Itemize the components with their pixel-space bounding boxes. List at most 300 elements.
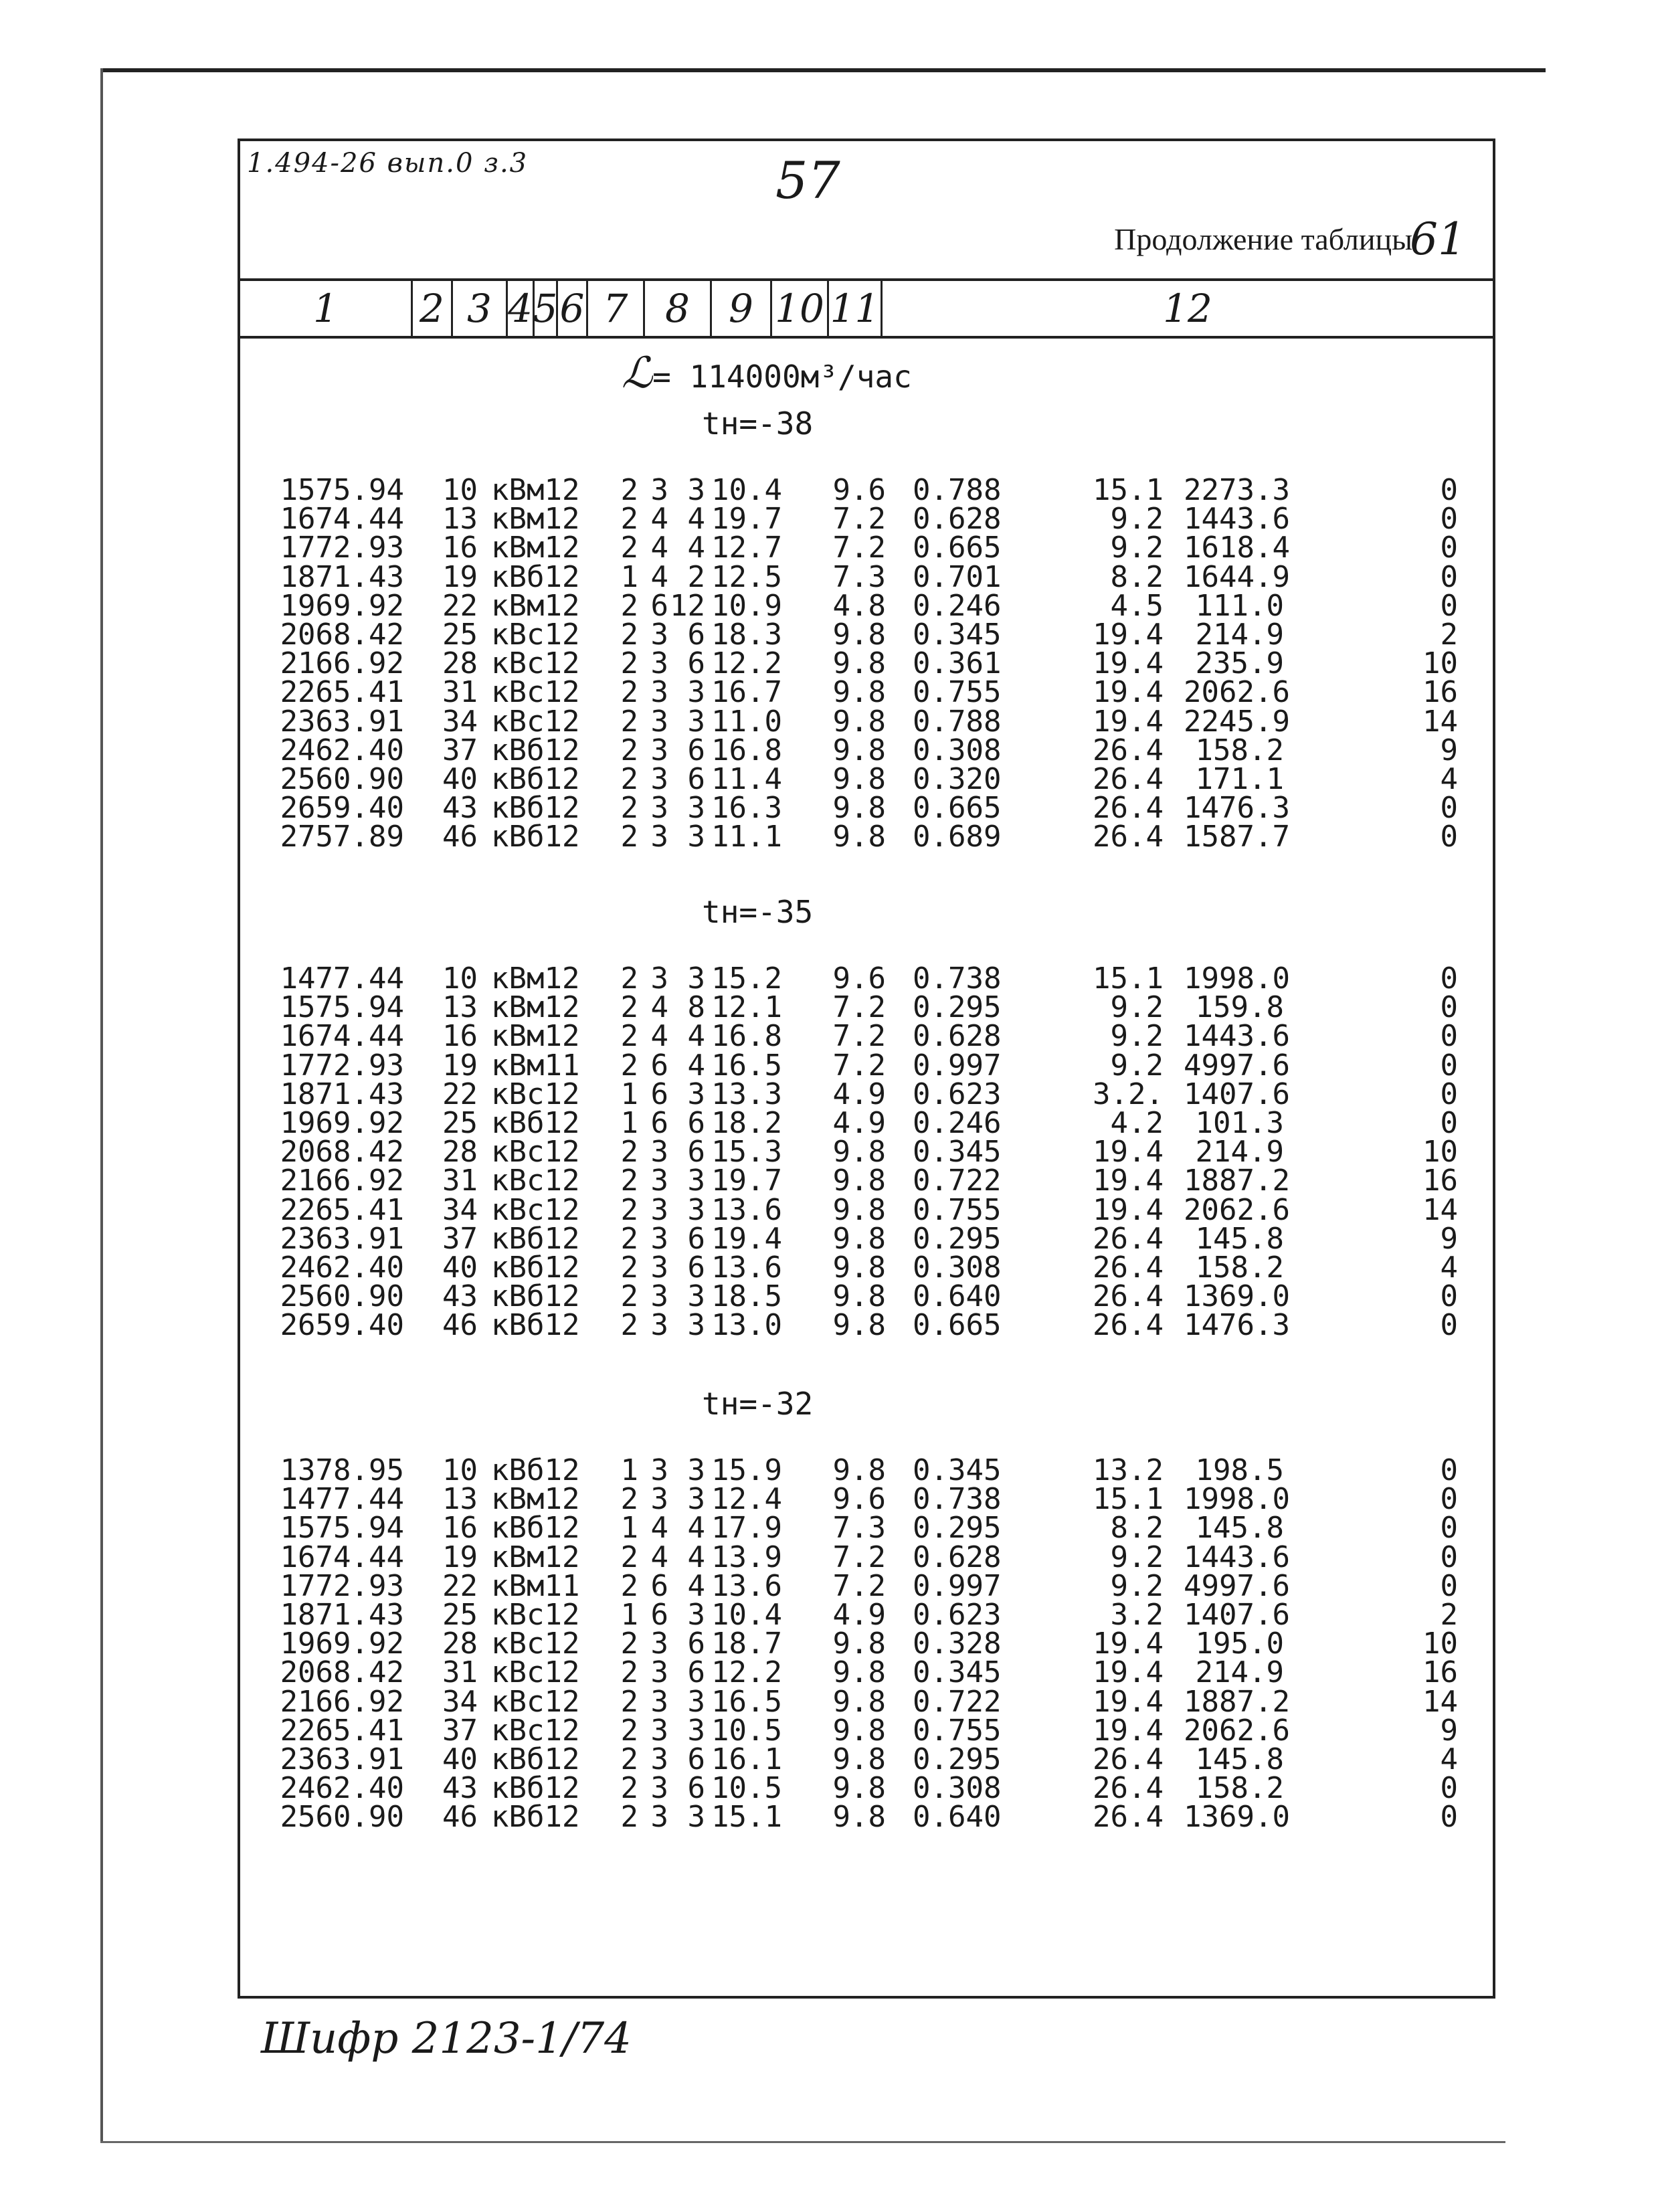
cell-col-9: 0.345: [913, 1135, 1002, 1170]
cell-col-9: 0.623: [913, 1598, 1002, 1632]
cell-col-9: 0.722: [913, 1684, 1002, 1719]
cell-col-7: 12.2: [711, 646, 782, 681]
section-title: tн=-35: [702, 894, 814, 930]
cell-col-6: 3: [687, 473, 705, 507]
cell-col-7: 10.4: [711, 473, 782, 507]
cell-col-9: 0.701: [913, 559, 1002, 594]
cell-col-3: кВб12: [491, 762, 580, 796]
cell-col-10: 15.1: [1093, 1482, 1164, 1517]
cell-col-8: 9.8: [832, 1251, 886, 1285]
cell-col-5: 3: [650, 1655, 668, 1690]
cell-col-8: 7.2: [832, 531, 886, 565]
cell-col-1: 1674.44: [280, 1019, 404, 1054]
cell-col-11: 214.9: [1195, 1135, 1284, 1170]
cell-col-5: 3: [650, 1482, 668, 1517]
cell-col-4: 2: [620, 1800, 638, 1835]
cell-col-3: кВс12: [491, 1598, 580, 1632]
cell-col-10: 26.4: [1093, 820, 1164, 854]
cell-col-9: 0.246: [913, 588, 1002, 623]
table-row: [240, 1540, 1493, 1574]
cell-col-11: 4997.6: [1184, 1568, 1290, 1603]
cell-col-10: 19.4: [1093, 1192, 1164, 1227]
cell-col-5: 3: [650, 1251, 668, 1285]
cell-col-3: кВс12: [491, 675, 580, 710]
cell-col-7: 16.5: [711, 1048, 782, 1083]
cell-col-9: 0.308: [913, 1251, 1002, 1285]
cell-col-4: 2: [620, 1713, 638, 1748]
cell-col-8: 7.3: [832, 1511, 886, 1546]
cell-col-12: 10: [1422, 646, 1458, 681]
cell-col-1: 1969.92: [280, 1106, 404, 1140]
cell-col-5: 4: [650, 531, 668, 565]
table-row: [240, 961, 1493, 996]
cell-col-11: 1407.6: [1184, 1598, 1290, 1632]
column-header-11: 11: [829, 281, 883, 336]
cell-col-11: 195.0: [1195, 1627, 1284, 1661]
cell-col-3: кВм12: [491, 502, 580, 537]
cell-col-10: 19.4: [1093, 1164, 1164, 1198]
cell-col-11: 171.1: [1195, 762, 1284, 796]
scan-edge-left: [100, 68, 103, 2142]
cell-col-1: 1378.95: [280, 1453, 404, 1487]
cell-col-5: 3: [650, 473, 668, 507]
cell-col-7: 11.1: [711, 820, 782, 854]
cell-col-8: 9.6: [832, 961, 886, 996]
cell-col-5: 3: [650, 1308, 668, 1343]
cell-col-6: 3: [687, 1598, 705, 1632]
cell-col-7: 16.7: [711, 675, 782, 710]
cell-col-9: 0.345: [913, 1453, 1002, 1487]
cell-col-10: 9.2: [1110, 531, 1164, 565]
cell-col-1: 2462.40: [280, 1771, 404, 1806]
cell-col-3: кВб12: [491, 791, 580, 826]
table-row: [240, 1771, 1493, 1806]
cell-col-7: 18.5: [711, 1279, 782, 1314]
cell-col-2: 25: [442, 1598, 478, 1632]
cell-col-2: 19: [442, 1048, 478, 1083]
cell-col-2: 40: [442, 762, 478, 796]
cell-col-4: 2: [620, 733, 638, 767]
cell-col-5: 4: [650, 502, 668, 537]
cell-col-7: 12.2: [711, 1655, 782, 1690]
cell-col-12: 14: [1422, 1684, 1458, 1719]
cell-col-7: 16.8: [711, 1019, 782, 1054]
cell-col-10: 13.2: [1093, 1453, 1164, 1487]
cell-col-2: 25: [442, 1106, 478, 1140]
cell-col-12: 0: [1440, 473, 1458, 507]
cell-col-8: 9.8: [832, 1684, 886, 1719]
cell-col-1: 1871.43: [280, 1598, 404, 1632]
table-row: [240, 1568, 1493, 1603]
cell-col-6: 6: [687, 1742, 705, 1776]
cell-col-9: 0.738: [913, 1482, 1002, 1517]
cell-col-4: 2: [620, 990, 638, 1025]
cell-col-6: 3: [687, 1453, 705, 1487]
cell-col-2: 22: [442, 588, 478, 623]
cell-col-7: 19.7: [711, 502, 782, 537]
cell-col-7: 10.9: [711, 588, 782, 623]
cell-col-1: 2166.92: [280, 646, 404, 681]
cell-col-5: 6: [650, 1598, 668, 1632]
cell-col-8: 9.8: [832, 1221, 886, 1256]
cell-col-4: 2: [620, 1771, 638, 1806]
cell-col-3: кВм12: [491, 990, 580, 1025]
cell-col-9: 0.689: [913, 820, 1002, 854]
cell-col-10: 9.2: [1110, 1568, 1164, 1603]
cell-col-3: кВб12: [491, 1279, 580, 1314]
cell-col-4: 2: [620, 1655, 638, 1690]
cell-col-7: 11.4: [711, 762, 782, 796]
cell-col-4: 2: [620, 961, 638, 996]
table-row: [240, 533, 1493, 563]
cell-col-1: 2560.90: [280, 1800, 404, 1835]
cell-col-3: кВб12: [491, 733, 580, 767]
cell-col-12: 0: [1440, 531, 1458, 565]
table-row: [240, 1713, 1493, 1748]
table-row: [240, 646, 1493, 681]
cell-col-3: кВс12: [491, 1077, 580, 1111]
cell-col-1: 2757.89: [280, 820, 404, 854]
cell-col-12: 14: [1422, 1192, 1458, 1227]
table-row: [240, 1192, 1493, 1227]
cell-col-7: 16.3: [711, 791, 782, 826]
cell-col-7: 10.4: [711, 1598, 782, 1632]
cell-col-12: 16: [1422, 1655, 1458, 1690]
cell-col-12: 9: [1440, 1713, 1458, 1748]
cell-col-6: 3: [687, 1308, 705, 1343]
cell-col-8: 7.2: [832, 1019, 886, 1054]
cell-col-3: кВс12: [491, 1713, 580, 1748]
cell-col-2: 28: [442, 1135, 478, 1170]
cell-col-10: 26.4: [1093, 791, 1164, 826]
cell-col-4: 2: [620, 1742, 638, 1776]
cell-col-7: 17.9: [711, 1511, 782, 1546]
cell-col-9: 0.665: [913, 791, 1002, 826]
cell-col-2: 37: [442, 733, 478, 767]
cell-col-3: кВс12: [491, 1684, 580, 1719]
cell-col-12: 0: [1440, 1106, 1458, 1140]
cell-col-4: 2: [620, 820, 638, 854]
cell-col-2: 28: [442, 1627, 478, 1661]
cell-col-1: 1477.44: [280, 1482, 404, 1517]
cell-col-7: 13.6: [711, 1192, 782, 1227]
cell-col-11: 1887.2: [1184, 1164, 1290, 1198]
cell-col-9: 0.722: [913, 1164, 1002, 1198]
cell-col-12: 2: [1440, 1598, 1458, 1632]
cell-col-11: 145.8: [1195, 1511, 1284, 1546]
cell-col-9: 0.308: [913, 733, 1002, 767]
cell-col-2: 43: [442, 791, 478, 826]
cell-col-12: 0: [1440, 1511, 1458, 1546]
cell-col-11: 1443.6: [1184, 1019, 1290, 1054]
cell-col-11: 1476.3: [1184, 1308, 1290, 1343]
cell-col-10: 19.4: [1093, 618, 1164, 652]
cell-col-4: 2: [620, 1308, 638, 1343]
cell-col-6: 4: [687, 1511, 705, 1546]
cell-col-8: 9.6: [832, 473, 886, 507]
cell-col-11: 214.9: [1195, 618, 1284, 652]
cell-col-1: 2265.41: [280, 1192, 404, 1227]
cell-col-6: 3: [687, 791, 705, 826]
cell-col-9: 0.623: [913, 1077, 1002, 1111]
cell-col-6: 3: [687, 1684, 705, 1719]
cell-col-8: 7.2: [832, 1048, 886, 1083]
cell-col-12: 0: [1440, 1482, 1458, 1517]
cell-col-8: 9.8: [832, 1771, 886, 1806]
table-row: [240, 1019, 1493, 1054]
cell-col-2: 46: [442, 1308, 478, 1343]
cell-col-11: 1476.3: [1184, 791, 1290, 826]
cell-col-3: кВб12: [491, 1251, 580, 1285]
cell-col-3: кВб12: [491, 1221, 580, 1256]
cell-col-9: 0.246: [913, 1106, 1002, 1140]
cell-col-5: 3: [650, 1742, 668, 1776]
cell-col-5: 3: [650, 1164, 668, 1198]
cell-col-1: 1871.43: [280, 1077, 404, 1111]
cell-col-6: 4: [687, 1568, 705, 1603]
cell-col-4: 2: [620, 762, 638, 796]
cell-col-10: 26.4: [1093, 762, 1164, 796]
cell-col-12: 0: [1440, 1771, 1458, 1806]
cell-col-6: 6: [687, 1627, 705, 1661]
cell-col-1: 2462.40: [280, 1251, 404, 1285]
cell-col-3: кВб12: [491, 1308, 580, 1343]
section-title: tн=-32: [702, 1386, 814, 1422]
cell-col-7: 13.6: [711, 1251, 782, 1285]
cell-col-9: 0.308: [913, 1771, 1002, 1806]
cell-col-6: 3: [687, 820, 705, 854]
document-code: 1.494-26 вып.0 з.3: [247, 148, 529, 179]
cell-col-3: кВм11: [491, 1048, 580, 1083]
cell-col-6: 6: [687, 1221, 705, 1256]
cell-col-10: 19.4: [1093, 646, 1164, 681]
cell-col-4: 2: [620, 1684, 638, 1719]
cell-col-7: 13.0: [711, 1308, 782, 1343]
cell-col-5: 4: [650, 1019, 668, 1054]
column-header-6: 6: [558, 281, 588, 336]
cell-col-9: 0.640: [913, 1279, 1002, 1314]
cell-col-7: 12.7: [711, 531, 782, 565]
cell-col-4: 2: [620, 1164, 638, 1198]
cell-col-3: кВб12: [491, 1742, 580, 1776]
cell-col-10: 19.4: [1093, 1713, 1164, 1748]
cell-col-9: 0.628: [913, 502, 1002, 537]
cell-col-6: 6: [687, 733, 705, 767]
column-header-1: 1: [240, 281, 413, 336]
cell-col-11: 1369.0: [1184, 1279, 1290, 1314]
cell-col-11: 1587.7: [1184, 820, 1290, 854]
cell-col-11: 2245.9: [1184, 704, 1290, 739]
table-row: [240, 733, 1493, 767]
cell-col-8: 4.9: [832, 1106, 886, 1140]
cell-col-3: кВб12: [491, 1106, 580, 1140]
cell-col-4: 2: [620, 502, 638, 537]
cell-col-6: 12: [670, 588, 705, 623]
cell-col-10: 26.4: [1093, 1742, 1164, 1776]
cell-col-11: 145.8: [1195, 1742, 1284, 1776]
cell-col-5: 3: [650, 646, 668, 681]
cell-col-8: 4.9: [832, 1077, 886, 1111]
cell-col-2: 16: [442, 1019, 478, 1054]
page-number: 57: [775, 151, 840, 210]
cell-col-11: 1887.2: [1184, 1684, 1290, 1719]
cell-col-5: 6: [650, 588, 668, 623]
cell-col-4: 2: [620, 1568, 638, 1603]
table-row: [240, 620, 1493, 650]
cell-col-6: 6: [687, 1135, 705, 1170]
cell-col-8: 7.2: [832, 1540, 886, 1574]
cell-col-8: 9.8: [832, 791, 886, 826]
cell-col-2: 40: [442, 1742, 478, 1776]
cell-col-8: 4.8: [832, 588, 886, 623]
cell-col-6: 3: [687, 675, 705, 710]
cell-col-9: 0.738: [913, 961, 1002, 996]
cell-col-8: 9.8: [832, 646, 886, 681]
cell-col-8: 9.8: [832, 733, 886, 767]
table-row: [240, 1279, 1493, 1314]
cell-col-12: 0: [1440, 1800, 1458, 1835]
table-number: 61: [1410, 213, 1466, 265]
cell-col-12: 16: [1422, 1164, 1458, 1198]
cell-col-10: 15.1: [1093, 961, 1164, 996]
cell-col-12: 0: [1440, 1077, 1458, 1111]
cell-col-5: 3: [650, 820, 668, 854]
cell-col-1: 2363.91: [280, 1221, 404, 1256]
table-row: [240, 1166, 1493, 1196]
section-title: tн=-38: [702, 405, 814, 442]
cell-col-4: 2: [620, 1221, 638, 1256]
cell-col-11: 145.8: [1195, 1221, 1284, 1256]
cell-col-12: 14: [1422, 704, 1458, 739]
cell-col-5: 3: [650, 704, 668, 739]
cell-col-2: 46: [442, 1800, 478, 1835]
table-row: [240, 1800, 1493, 1835]
cell-col-8: 7.2: [832, 502, 886, 537]
cell-col-1: 2363.91: [280, 1742, 404, 1776]
cell-col-1: 1772.93: [280, 1568, 404, 1603]
cell-col-8: 9.8: [832, 1655, 886, 1690]
cell-col-9: 0.788: [913, 704, 1002, 739]
cell-col-8: 9.8: [832, 1453, 886, 1487]
cell-col-3: кВс12: [491, 1627, 580, 1661]
cell-col-7: 15.3: [711, 1135, 782, 1170]
cell-col-6: 3: [687, 961, 705, 996]
cell-col-2: 34: [442, 1684, 478, 1719]
cell-col-10: 9.2: [1110, 502, 1164, 537]
cell-col-3: кВб12: [491, 1453, 580, 1487]
cell-col-3: кВс12: [491, 1135, 580, 1170]
cell-col-1: 1969.92: [280, 588, 404, 623]
table-row: [240, 1482, 1493, 1517]
table-row: [240, 1048, 1493, 1083]
cell-col-9: 0.345: [913, 618, 1002, 652]
cell-col-1: 1674.44: [280, 502, 404, 537]
cell-col-7: 15.2: [711, 961, 782, 996]
cell-col-11: 2273.3: [1184, 473, 1290, 507]
table-row: [240, 1600, 1493, 1630]
cell-col-1: 1477.44: [280, 961, 404, 996]
cell-col-2: 34: [442, 1192, 478, 1227]
table-row: [240, 473, 1493, 507]
cell-col-1: 1674.44: [280, 1540, 404, 1574]
cell-col-2: 13: [442, 502, 478, 537]
scan-edge-bottom: [100, 2141, 1505, 2143]
cell-col-2: 19: [442, 1540, 478, 1574]
cell-col-10: 26.4: [1093, 1308, 1164, 1343]
cell-col-2: 43: [442, 1771, 478, 1806]
cell-col-12: 2: [1440, 618, 1458, 652]
cell-col-1: 2560.90: [280, 1279, 404, 1314]
cell-col-5: 3: [650, 1800, 668, 1835]
cell-col-2: 37: [442, 1221, 478, 1256]
cell-col-1: 2068.42: [280, 618, 404, 652]
cell-col-3: кВс12: [491, 1192, 580, 1227]
cell-col-10: 9.2: [1110, 1540, 1164, 1574]
cell-col-6: 3: [687, 1164, 705, 1198]
cell-col-2: 25: [442, 618, 478, 652]
cell-col-6: 6: [687, 1106, 705, 1140]
cell-col-9: 0.628: [913, 1019, 1002, 1054]
table-row: [240, 559, 1493, 594]
table-row: [240, 990, 1493, 1025]
cell-col-4: 2: [620, 791, 638, 826]
cell-col-8: 9.8: [832, 1279, 886, 1314]
cell-col-11: 2062.6: [1184, 1713, 1290, 1748]
table-row: [240, 675, 1493, 710]
cell-col-2: 22: [442, 1568, 478, 1603]
cell-col-8: 9.6: [832, 1482, 886, 1517]
cell-col-8: 9.8: [832, 1192, 886, 1227]
cell-col-2: 31: [442, 1164, 478, 1198]
cell-col-4: 2: [620, 704, 638, 739]
cell-col-4: 2: [620, 1540, 638, 1574]
cell-col-8: 9.8: [832, 1713, 886, 1748]
cell-col-8: 9.8: [832, 820, 886, 854]
cell-col-8: 9.8: [832, 675, 886, 710]
cell-col-12: 4: [1440, 762, 1458, 796]
cell-col-7: 16.8: [711, 733, 782, 767]
cell-col-7: 15.1: [711, 1800, 782, 1835]
air-flow-label: [622, 349, 912, 398]
cell-col-5: 3: [650, 791, 668, 826]
cell-col-8: 7.2: [832, 990, 886, 1025]
cell-col-6: 4: [687, 531, 705, 565]
cell-col-4: 1: [620, 1077, 638, 1111]
cell-col-4: 1: [620, 1598, 638, 1632]
cell-col-12: 0: [1440, 990, 1458, 1025]
cell-col-5: 3: [650, 1192, 668, 1227]
cell-col-7: 16.1: [711, 1742, 782, 1776]
cell-col-6: 3: [687, 1713, 705, 1748]
cell-col-1: 2166.92: [280, 1684, 404, 1719]
cell-col-3: кВс12: [491, 618, 580, 652]
cell-col-9: 0.788: [913, 473, 1002, 507]
cell-col-12: 0: [1440, 1279, 1458, 1314]
cell-col-5: 4: [650, 1540, 668, 1574]
cell-col-5: 3: [650, 1221, 668, 1256]
cell-col-5: 6: [650, 1048, 668, 1083]
cell-col-4: 2: [620, 1279, 638, 1314]
cell-col-2: 46: [442, 820, 478, 854]
column-header-row: [240, 278, 1493, 339]
cell-col-7: 19.7: [711, 1164, 782, 1198]
cell-col-7: 12.5: [711, 559, 782, 594]
cell-col-2: 34: [442, 704, 478, 739]
cell-col-8: 9.8: [832, 1164, 886, 1198]
cell-col-5: 3: [650, 762, 668, 796]
cell-col-2: 10: [442, 473, 478, 507]
cell-col-4: 2: [620, 1048, 638, 1083]
